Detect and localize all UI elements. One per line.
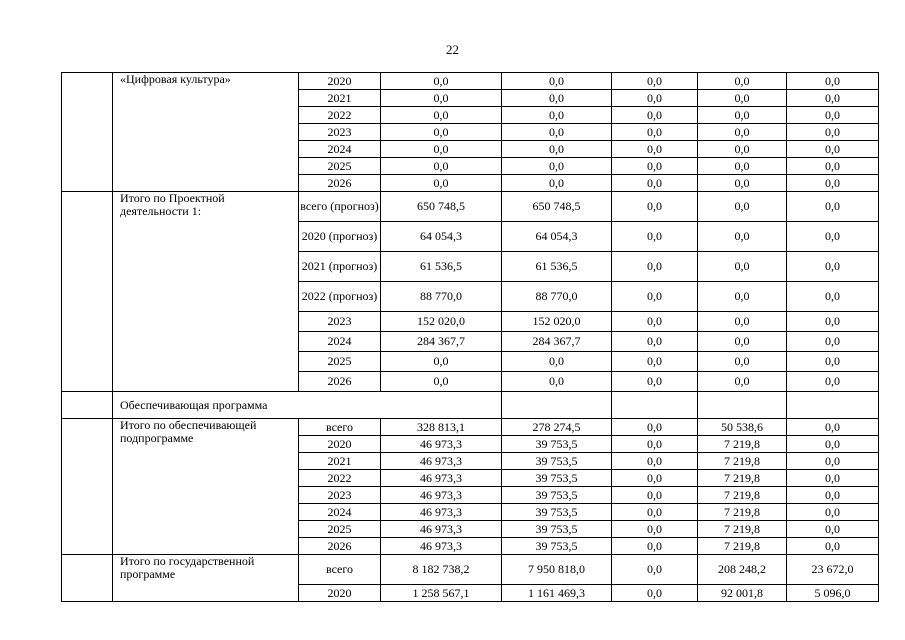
year-cell: 2026 — [299, 175, 381, 192]
value-cell: 0,0 — [698, 158, 787, 175]
year-cell: 2020 — [299, 73, 381, 90]
value-cell: 0,0 — [612, 192, 698, 222]
value-cell: 0,0 — [787, 352, 879, 372]
blank-cell — [62, 192, 113, 392]
value-cell: 61 536,5 — [381, 252, 502, 282]
year-cell: 2024 — [299, 504, 381, 521]
blank-cell — [502, 392, 612, 419]
value-cell: 0,0 — [787, 192, 879, 222]
blank-cell — [612, 392, 698, 419]
page-number: 22 — [446, 42, 459, 57]
value-cell: 0,0 — [787, 453, 879, 470]
value-cell: 0,0 — [698, 282, 787, 312]
value-cell: 46 973,3 — [381, 470, 502, 487]
value-cell: 0,0 — [502, 107, 612, 124]
value-cell: 0,0 — [381, 73, 502, 90]
table-row — [62, 192, 879, 222]
value-cell: 0,0 — [502, 352, 612, 372]
value-cell: 7 219,8 — [698, 453, 787, 470]
value-cell: 39 753,5 — [502, 470, 612, 487]
section-name: Обеспечивающая программа — [113, 392, 502, 419]
value-cell: 0,0 — [612, 282, 698, 312]
value-cell: 0,0 — [787, 504, 879, 521]
value-cell: 0,0 — [612, 107, 698, 124]
blank-cell — [787, 392, 879, 419]
value-cell: 0,0 — [381, 107, 502, 124]
year-cell: 2021 (прогноз) — [299, 252, 381, 282]
year-cell: 2022 (прогноз) — [299, 282, 381, 312]
section-name: Итого по государственной программе — [113, 555, 299, 602]
year-cell: всего (прогноз) — [299, 192, 381, 222]
value-cell: 0,0 — [612, 419, 698, 436]
year-cell: 2024 — [299, 141, 381, 158]
value-cell: 284 367,7 — [502, 332, 612, 352]
value-cell: 46 973,3 — [381, 538, 502, 555]
value-cell: 0,0 — [787, 90, 879, 107]
value-cell: 328 813,1 — [381, 419, 502, 436]
year-cell: 2026 — [299, 372, 381, 392]
year-cell: 2025 — [299, 352, 381, 372]
year-cell: всего — [299, 419, 381, 436]
value-cell: 0,0 — [698, 90, 787, 107]
value-cell: 0,0 — [698, 124, 787, 141]
value-cell: 0,0 — [787, 73, 879, 90]
value-cell: 0,0 — [787, 470, 879, 487]
table-row — [62, 392, 879, 419]
value-cell: 0,0 — [381, 90, 502, 107]
value-cell: 650 748,5 — [381, 192, 502, 222]
value-cell: 39 753,5 — [502, 521, 612, 538]
value-cell: 0,0 — [698, 175, 787, 192]
value-cell: 0,0 — [698, 252, 787, 282]
value-cell: 1 258 567,1 — [381, 585, 502, 602]
value-cell: 39 753,5 — [502, 538, 612, 555]
value-cell: 0,0 — [612, 521, 698, 538]
value-cell: 46 973,3 — [381, 487, 502, 504]
value-cell: 7 219,8 — [698, 470, 787, 487]
budget-table — [61, 72, 879, 602]
value-cell: 0,0 — [612, 158, 698, 175]
value-cell: 0,0 — [787, 332, 879, 352]
year-cell: 2021 — [299, 453, 381, 470]
table-row — [62, 555, 879, 585]
value-cell: 0,0 — [612, 436, 698, 453]
blank-cell — [698, 392, 787, 419]
value-cell: 0,0 — [612, 555, 698, 585]
value-cell: 0,0 — [502, 372, 612, 392]
year-cell: 2023 — [299, 312, 381, 332]
value-cell: 0,0 — [698, 312, 787, 332]
year-cell: 2020 (прогноз) — [299, 222, 381, 252]
value-cell: 0,0 — [502, 175, 612, 192]
year-cell: 2026 — [299, 538, 381, 555]
year-cell: 2021 — [299, 90, 381, 107]
value-cell: 0,0 — [612, 504, 698, 521]
blank-cell — [62, 555, 113, 602]
value-cell: 0,0 — [787, 158, 879, 175]
table-row — [62, 73, 879, 90]
value-cell: 0,0 — [698, 372, 787, 392]
value-cell: 208 248,2 — [698, 555, 787, 585]
blank-cell — [62, 392, 113, 419]
value-cell: 0,0 — [698, 222, 787, 252]
value-cell: 0,0 — [612, 372, 698, 392]
value-cell: 0,0 — [787, 222, 879, 252]
value-cell: 0,0 — [698, 141, 787, 158]
year-cell: 2022 — [299, 107, 381, 124]
value-cell: 0,0 — [612, 90, 698, 107]
section-name: Итого по Проектной деятельности 1: — [113, 192, 299, 392]
value-cell: 7 219,8 — [698, 487, 787, 504]
value-cell: 8 182 738,2 — [381, 555, 502, 585]
value-cell: 0,0 — [612, 487, 698, 504]
value-cell: 46 973,3 — [381, 436, 502, 453]
value-cell: 0,0 — [381, 372, 502, 392]
value-cell: 64 054,3 — [381, 222, 502, 252]
year-cell: 2024 — [299, 332, 381, 352]
value-cell: 0,0 — [787, 124, 879, 141]
value-cell: 0,0 — [612, 585, 698, 602]
value-cell: 0,0 — [787, 487, 879, 504]
value-cell: 39 753,5 — [502, 504, 612, 521]
value-cell: 0,0 — [612, 312, 698, 332]
value-cell: 0,0 — [612, 332, 698, 352]
year-cell: 2020 — [299, 585, 381, 602]
value-cell: 92 001,8 — [698, 585, 787, 602]
value-cell: 39 753,5 — [502, 487, 612, 504]
value-cell: 0,0 — [787, 372, 879, 392]
value-cell: 0,0 — [698, 107, 787, 124]
value-cell: 0,0 — [698, 192, 787, 222]
value-cell: 0,0 — [787, 282, 879, 312]
year-cell: 2025 — [299, 521, 381, 538]
value-cell: 1 161 469,3 — [502, 585, 612, 602]
value-cell: 0,0 — [381, 175, 502, 192]
value-cell: 0,0 — [502, 90, 612, 107]
year-cell: 2023 — [299, 124, 381, 141]
value-cell: 0,0 — [612, 175, 698, 192]
value-cell: 64 054,3 — [502, 222, 612, 252]
value-cell: 0,0 — [612, 453, 698, 470]
value-cell: 7 219,8 — [698, 538, 787, 555]
value-cell: 0,0 — [612, 73, 698, 90]
value-cell: 0,0 — [787, 175, 879, 192]
year-cell: 2023 — [299, 487, 381, 504]
value-cell: 152 020,0 — [381, 312, 502, 332]
blank-cell — [62, 419, 113, 555]
value-cell: 46 973,3 — [381, 521, 502, 538]
value-cell: 7 219,8 — [698, 504, 787, 521]
value-cell: 88 770,0 — [381, 282, 502, 312]
value-cell: 0,0 — [787, 141, 879, 158]
value-cell: 0,0 — [698, 352, 787, 372]
value-cell: 0,0 — [381, 141, 502, 158]
value-cell: 39 753,5 — [502, 453, 612, 470]
year-cell: 2025 — [299, 158, 381, 175]
value-cell: 0,0 — [787, 419, 879, 436]
value-cell: 0,0 — [502, 73, 612, 90]
value-cell: 0,0 — [502, 158, 612, 175]
value-cell: 0,0 — [381, 352, 502, 372]
value-cell: 46 973,3 — [381, 453, 502, 470]
value-cell: 0,0 — [502, 124, 612, 141]
value-cell: 0,0 — [612, 124, 698, 141]
year-cell: всего — [299, 555, 381, 585]
section-name: Итого по обеспечивающей подпрограмме — [113, 419, 299, 555]
value-cell: 650 748,5 — [502, 192, 612, 222]
value-cell: 0,0 — [612, 141, 698, 158]
section-name: «Цифровая культура» — [113, 73, 299, 192]
value-cell: 152 020,0 — [502, 312, 612, 332]
value-cell: 7 219,8 — [698, 436, 787, 453]
value-cell: 0,0 — [787, 107, 879, 124]
value-cell: 0,0 — [787, 521, 879, 538]
value-cell: 23 672,0 — [787, 555, 879, 585]
value-cell: 0,0 — [381, 124, 502, 141]
value-cell: 0,0 — [502, 141, 612, 158]
value-cell: 0,0 — [787, 538, 879, 555]
value-cell: 0,0 — [612, 538, 698, 555]
value-cell: 39 753,5 — [502, 436, 612, 453]
blank-cell — [62, 73, 113, 192]
value-cell: 0,0 — [787, 436, 879, 453]
value-cell: 88 770,0 — [502, 282, 612, 312]
value-cell: 0,0 — [698, 332, 787, 352]
value-cell: 0,0 — [381, 158, 502, 175]
value-cell: 50 538,6 — [698, 419, 787, 436]
value-cell: 61 536,5 — [502, 252, 612, 282]
value-cell: 46 973,3 — [381, 504, 502, 521]
value-cell: 0,0 — [612, 352, 698, 372]
value-cell: 0,0 — [612, 470, 698, 487]
value-cell: 0,0 — [787, 312, 879, 332]
table-row — [62, 419, 879, 436]
value-cell: 0,0 — [698, 73, 787, 90]
value-cell: 7 950 818,0 — [502, 555, 612, 585]
value-cell: 284 367,7 — [381, 332, 502, 352]
value-cell: 7 219,8 — [698, 521, 787, 538]
year-cell: 2022 — [299, 470, 381, 487]
value-cell: 0,0 — [612, 252, 698, 282]
year-cell: 2020 — [299, 436, 381, 453]
value-cell: 278 274,5 — [502, 419, 612, 436]
value-cell: 0,0 — [787, 252, 879, 282]
value-cell: 5 096,0 — [787, 585, 879, 602]
value-cell: 0,0 — [612, 222, 698, 252]
